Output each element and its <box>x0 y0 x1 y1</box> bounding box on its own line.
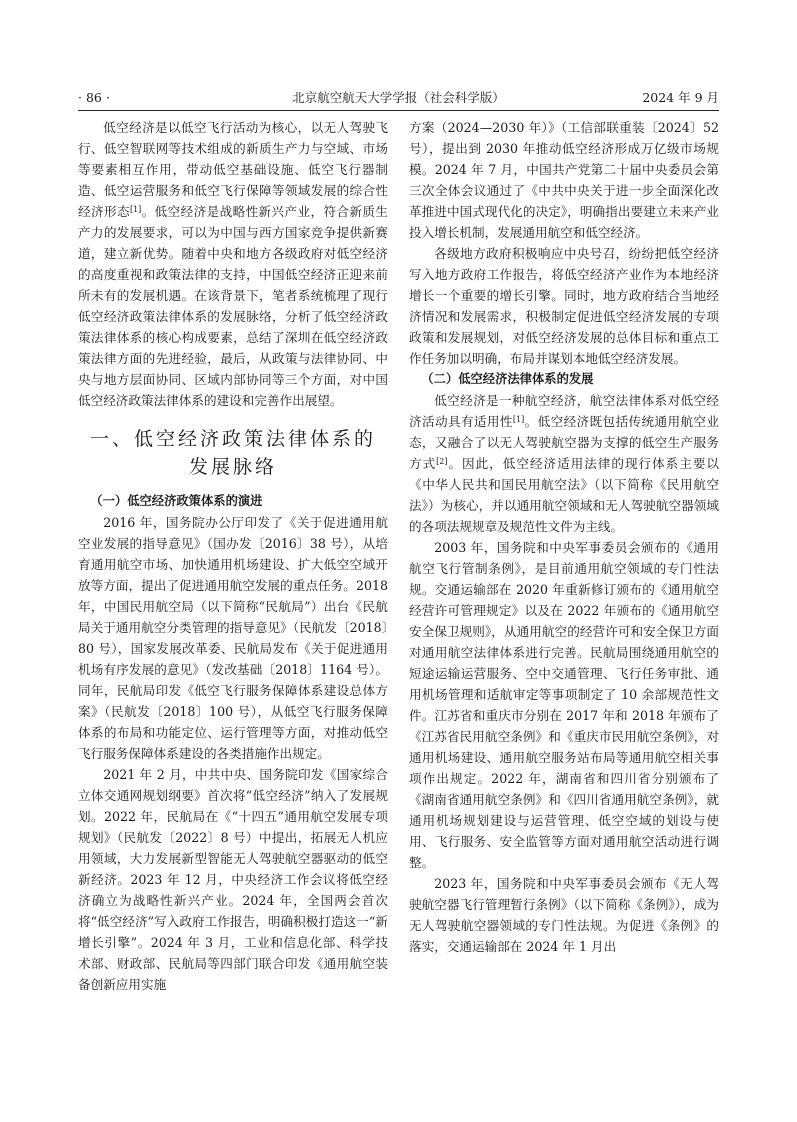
citation-ref[interactable]: [1] <box>129 205 142 214</box>
right-column <box>409 117 719 957</box>
issue-date: 2024 年 9 月 <box>642 90 719 105</box>
section-heading-1: 一、低空经济政策法律体系的 发展脉络 <box>89 428 376 478</box>
left-column <box>78 117 388 995</box>
body-paragraph: 2003 年，国务院和中央军事委员会颁布的《通用航空飞行管制条例》，是目前通用航空领域的专门性法规。交通运输部在 2020 年重新修订颁布的《通用航空经营许可管理规定》以及在 2022 年颁布的《通用航空安全保卫规则》，从通用航空的经营许可和安全保卫方面对通用航空法律体系进行完善。民航局围绕通用航空的短途运输运营服务、空中交通管理、飞行任务审批、通用机场管理和适航审定等事项制定了 10 余部规范性文件。江苏省和重庆市分别在 2017 年和 2018 年颁布了《江苏省民用航空条例》和《重庆市民用航空条例》，对通用机场建设、通用航空服务站布局等通用航空相关事项作出规定。2022 年，湖南省和四川省分别颁布了《湖南省通用航空条例》和《四川省通用航空条例》，就通用机场规划建设与运营管理、低空空域的划设与使用、飞行服务、安全监管等方面对通用航空活动进行调整。 <box>409 540 719 870</box>
body-paragraph: 2016 年，国务院办公厅印发了《关于促进通用航空业发展的指导意见》（国办发〔2016〕38 号），从培育通用航空市场、加快通用机场建设、扩大低空空域开放等方面，提出了促进通用航空发展的重点任务。2018 年，中国民用航空局（以下简称“民航局”）出台《民航局关于通用航空分类管理的指导意见》（民航发〔2018〕80 号），国家发展改革委、民航局发布《关于促进通用机场有序发展的意见》（发改基础〔2018〕1164 号）。同年，民航局印发《低空飞行服务保障体系建设总体方案》（民航发〔2018〕100 号），从低空飞行服务保障体系的布局和功能定位、运行管理等方面，对推动低空飞行服务保障体系建设的各类措施作出规定。 <box>78 515 388 761</box>
body-paragraph: 低空经济是一种航空经济，航空法律体系对低空经济活动具有适用性[1]。低空经济既包括传统通用航空业态，又融合了以无人驾驶航空器为支撑的低空生产服务方式[2]。因此，低空经济适用法律的现行体系主要以《中华人民共和国民用航空法》（以下简称《民用航空法》）为核心，并以通用航空领域和无人驾驶航空器领域的各项法规规章及规范性文件为主线。 <box>409 393 720 534</box>
citation-ref[interactable]: [2] <box>436 457 448 466</box>
body-paragraph: 各级地方政府积极响应中央号召，纷纷把低空经济写入地方政府工作报告，将低空经济产业作为本地经济增长一个重要的增长引擎。同时，地方政府结合当地经济情况和发展需求，积极制定促进低空经济发展的专项政策和发展规划，对低空经济发展的总体目标和重点工作任务加以明确，布局并谋划本地低空经济发展。 <box>409 246 719 366</box>
journal-title: 北京航空航天大学学报（社会科学版） <box>292 90 505 105</box>
page-number: · 86 · <box>78 90 110 105</box>
subsection-heading-policy: （一）低空经济政策体系的演进 <box>90 494 263 508</box>
running-header <box>78 88 719 108</box>
body-paragraph: 2021 年 2 月，中共中央、国务院印发《国家综合立体交通网规划纲要》首次将“低空经济”纳入了发展规划。2022 年，民航局在《“十四五”通用航空发展专项规划》（民航发〔2022〕8 号）中提出，拓展无人机应用领域，大力发展新型智能无人驾驶航空器驱动的低空新经济。2023 年 12 月，中央经济工作会议将低空经济确立为战略性新兴产业。2024 年，全国两会首次将“低空经济”写入政府工作报告，明确积极打造这一“新增长引擎”。2024 年 3 月，工业和信息化部、科学技术部、财政部、民航局等四部门联合印发《通用航空装备创新应用实施 <box>78 767 388 992</box>
subsection-heading-law: （二）低空经济法律体系的发展 <box>421 372 594 386</box>
body-paragraph: 2023 年，国务院和中央军事委员会颁布《无人驾驶航空器飞行管理暂行条例》（以下简称《条例》），成为无人驾驶航空器领域的专门性法规。为促进《条例》的落实，交通运输部在 2024 年 1 月出 <box>409 876 719 954</box>
citation-ref[interactable]: [1] <box>512 415 525 424</box>
body-paragraph-continued: 方案（2024—2030 年）》（工信部联重装〔2024〕52 号），提出到 2030 年推动低空经济形成万亿级市场规模。2024 年 7 月，中国共产党第二十届中央委员会第三次全体会议通过了《中共中央关于进一步全面深化改革推进中国式现代化的决定》，明确指出要建立未来产业投入增长机制，发展通用航空和低空经济。 <box>409 120 719 240</box>
header-rule <box>78 110 719 111</box>
intro-paragraph: 低空经济是以低空飞行活动为核心，以无人驾驶飞行、低空智联网等技术组成的新质生产力与空域、市场等要素相互作用，带动低空基础设施、低空飞行器制造、低空运营服务和低空飞行保障等领域发展的综合性经济形态[1]。低空经济是战略性新兴产业，符合新质生产力的发展要求，可以为中国与西方国家竞争提供新赛道，建立新优势。随着中央和地方各级政府对低空经济的高度重视和政策法律的支持，中国低空经济正迎来前所未有的发展机遇。在该背景下，笔者系统梳理了现行低空经济政策法律体系的发展脉络，分析了低空经济政策法律体系的核心构成要素，总结了深圳在低空经济政策法律方面的先进经验，最后，从政策与法律协同、中央与地方层面协同、区域内部协同等三个方面，对中国低空经济政策法律体系的建设和完善作出展望。 <box>78 120 389 408</box>
